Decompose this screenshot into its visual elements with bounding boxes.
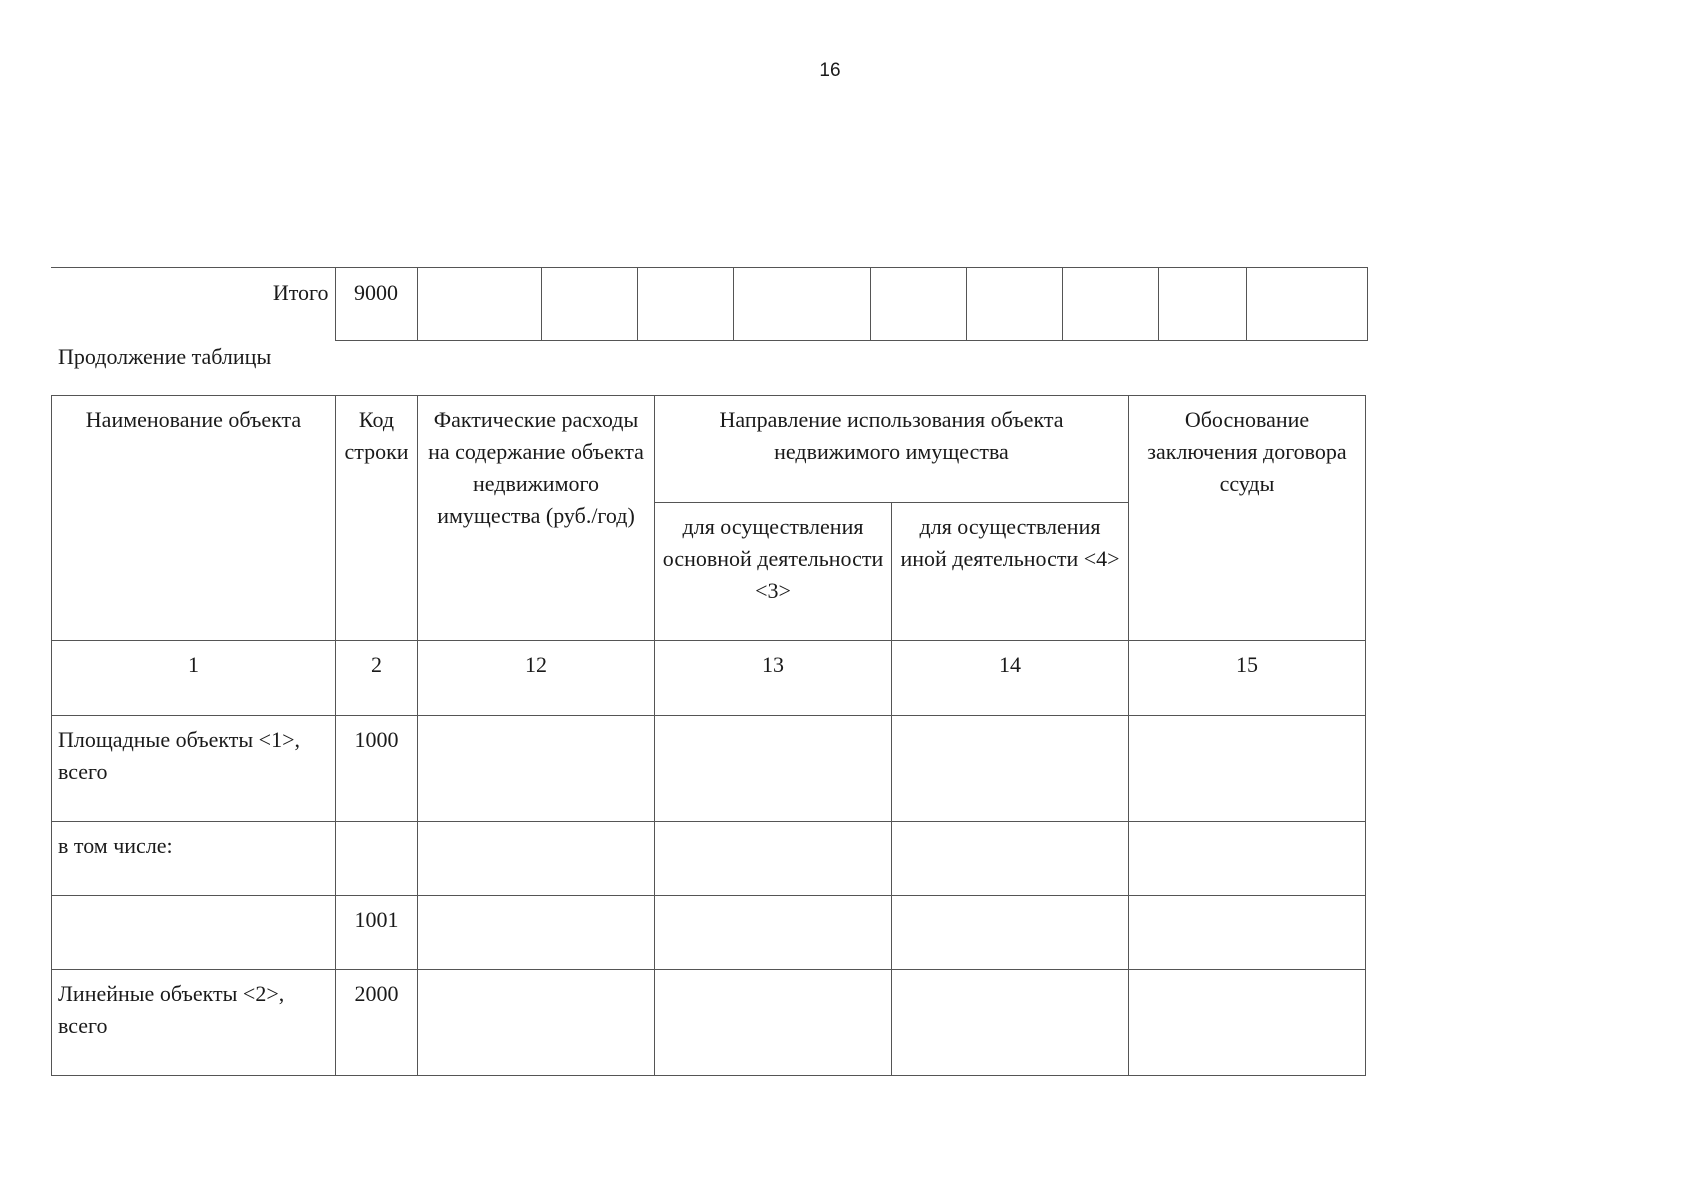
row-name: Площадные объекты <1>, всего	[52, 716, 336, 822]
column-number: 15	[1129, 641, 1366, 716]
data-cell	[892, 970, 1129, 1076]
header-name: Наименование объекта	[52, 396, 336, 641]
header-direction: Направление использования объекта недвижимого имущества	[655, 396, 1129, 503]
data-cell	[655, 716, 892, 822]
header-row	[52, 396, 1366, 503]
row-name: Линейные объекты <2>, всего	[52, 970, 336, 1076]
table-row	[52, 896, 1366, 970]
total-cell	[1246, 268, 1367, 341]
continuation-label: Продолжение таблицы	[58, 344, 272, 369]
column-number: 1	[52, 641, 336, 716]
total-cell	[966, 268, 1062, 341]
main-table	[51, 395, 1366, 1076]
table-row	[52, 822, 1366, 896]
header-expenses: Фактические расходы на содержание объекта недвижимого имущества (руб./год)	[418, 396, 655, 641]
row-code: 2000	[336, 970, 418, 1076]
data-cell	[892, 896, 1129, 970]
column-numbers-row	[52, 641, 1366, 716]
row-code: 1000	[336, 716, 418, 822]
data-cell	[655, 822, 892, 896]
total-label: Итого	[51, 268, 335, 341]
table-row	[52, 716, 1366, 822]
total-cell	[1062, 268, 1158, 341]
header-grounds: Обоснование заключения договора ссуды	[1129, 396, 1366, 641]
header-code: Код строки	[336, 396, 418, 641]
row-name: в том числе:	[52, 822, 336, 896]
total-cell	[637, 268, 733, 341]
row-code: 1001	[336, 896, 418, 970]
row-code	[336, 822, 418, 896]
data-cell	[1129, 822, 1366, 896]
total-code: 9000	[335, 268, 417, 341]
page-number: 16	[819, 60, 841, 81]
data-cell	[892, 716, 1129, 822]
data-cell	[418, 896, 655, 970]
total-table	[51, 267, 1368, 341]
row-name	[52, 896, 336, 970]
column-number: 14	[892, 641, 1129, 716]
column-number: 13	[655, 641, 892, 716]
data-cell	[418, 716, 655, 822]
header-direction-other: для осуществления иной деятельности <4>	[892, 503, 1129, 641]
data-cell	[655, 970, 892, 1076]
total-row	[51, 268, 1367, 341]
column-number: 2	[336, 641, 418, 716]
data-cell	[1129, 896, 1366, 970]
total-cell	[1158, 268, 1246, 341]
data-cell	[892, 822, 1129, 896]
header-direction-main: для осуществления основной деятельности <3>	[655, 503, 892, 641]
total-cell	[870, 268, 966, 341]
total-cell	[733, 268, 870, 341]
column-number: 12	[418, 641, 655, 716]
data-cell	[418, 822, 655, 896]
data-cell	[418, 970, 655, 1076]
data-cell	[655, 896, 892, 970]
total-cell	[417, 268, 541, 341]
table-row	[52, 970, 1366, 1076]
total-cell	[541, 268, 637, 341]
data-cell	[1129, 716, 1366, 822]
data-cell	[1129, 970, 1366, 1076]
